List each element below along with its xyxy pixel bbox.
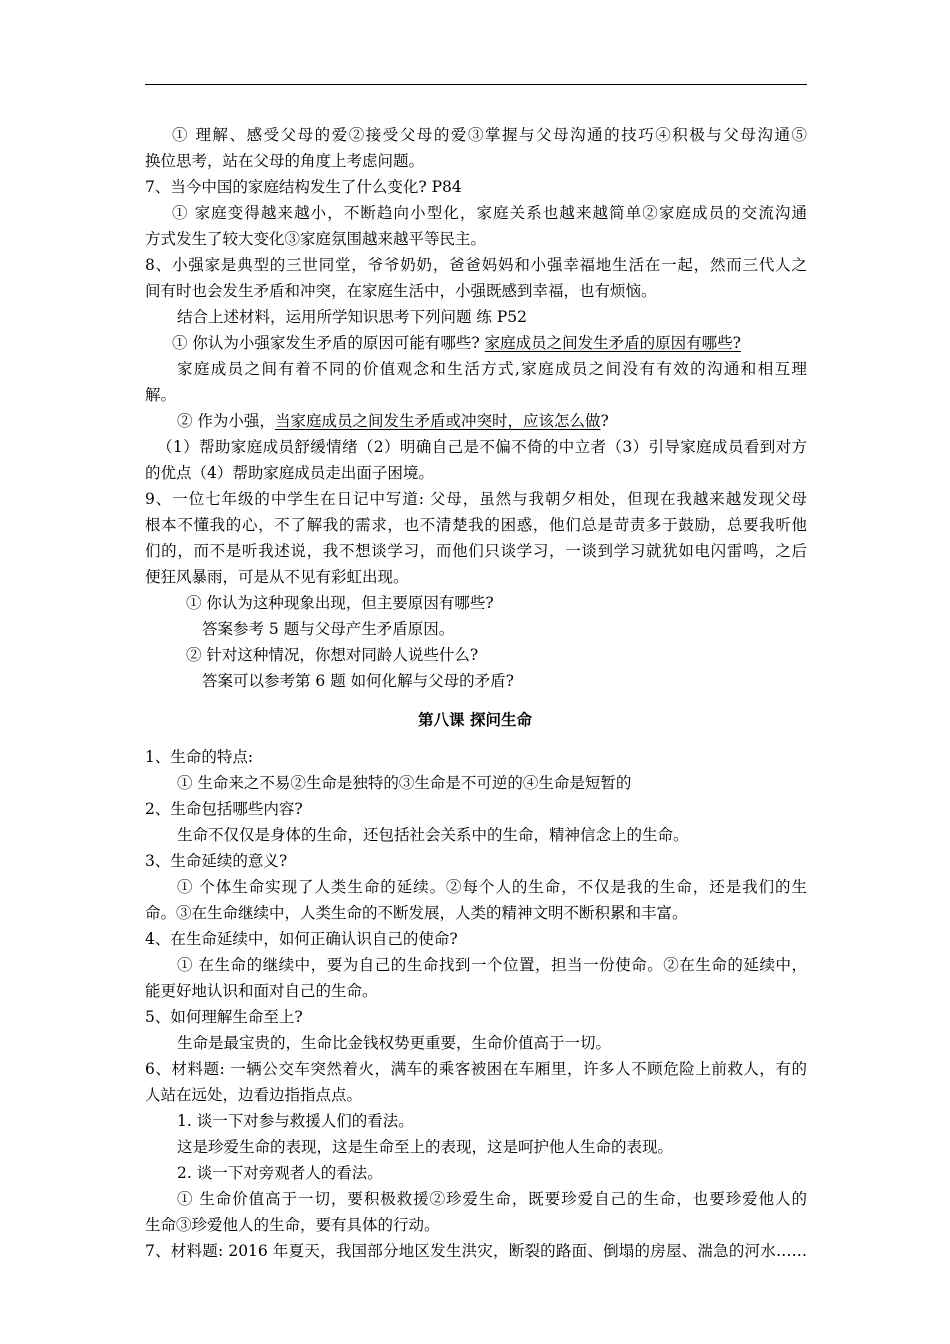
text-span: ① 你认为小强家发生矛盾的原因可能有哪些?: [172, 334, 485, 352]
text-line: 方式发生了较大变化③家庭氛围越来越平等民主。: [145, 230, 487, 248]
text-line: 的优点（4）帮助家庭成员走出面子困境。: [145, 464, 434, 482]
answer-line: 这是珍爱生命的表现，这是生命至上的表现，这是呵护他人生命的表现。: [177, 1138, 674, 1156]
answer-line: ① 个体生命实现了人类生命的延续。②每个人的生命，不仅是我的生命，还是我们的生: [177, 878, 807, 896]
text-line: 家庭成员之间有着不同的价值观念和生活方式,家庭成员之间没有有效的沟通和相互理: [177, 360, 807, 378]
question-8: 8、小强家是典型的三世同堂，爷爷奶奶，爸爸妈妈和小强幸福地生活在一起，然而三代人之: [145, 256, 807, 274]
text-line: 换位思考，站在父母的角度上考虑问题。: [145, 152, 425, 170]
answer-line: ① 生命价值高于一切，要积极救援②珍爱生命，既要珍爱自己的生命，也要珍爱他人的: [177, 1190, 807, 1208]
sub-question: ② 针对这种情况，你想对同龄人说些什么?: [186, 646, 479, 664]
text-span: ② 作为小强，: [177, 412, 275, 430]
text-line: 结合上述材料，运用所学知识思考下列问题 练 P52: [177, 308, 528, 326]
question-7: 7、当今中国的家庭结构发生了什么变化? P84: [145, 178, 462, 196]
question-3: 3、生命延续的意义?: [145, 852, 288, 870]
text-line: 命。③在生命继续中，人类生命的不断发展，人类的精神文明不断积累和丰富。: [145, 904, 688, 922]
answer-line: ① 生命来之不易②生命是独特的③生命是不可逆的④生命是短暂的: [177, 774, 632, 792]
underlined-text: 家庭成员之间发生矛盾的原因有哪些?: [484, 334, 741, 352]
text-line: 根本不懂我的心，不了解我的需求，也不清楚我的困惑，他们总是苛责多于鼓励，总要我听他: [145, 516, 807, 534]
answer-line: 答案参考 5 题与父母产生矛盾原因。: [202, 620, 455, 638]
question-6: 6、材料题: 一辆公交车突然着火，满车的乘客被困在车厢里，许多人不顾危险上前救人，有的: [145, 1060, 807, 1078]
text-line: 解。: [145, 386, 177, 404]
header-rule: [145, 84, 807, 85]
sub-question: 2. 谈一下对旁观者人的看法。: [177, 1164, 383, 1182]
question-5: 5、如何理解生命至上?: [145, 1008, 303, 1026]
text-line: 能更好地认识和面对自己的生命。: [145, 982, 378, 1000]
text-line: 人站在远处，边看边指指点点。: [145, 1086, 363, 1104]
question-9: 9、一位七年级的中学生在日记中写道: 父母，虽然与我朝夕相处，但现在我越来越发现父母: [145, 490, 807, 508]
answer-line: ① 在生命的继续中，要为自己的生命找到一个位置，担当一份使命。②在生命的延续中，: [177, 956, 807, 974]
sub-question: [177, 411, 609, 431]
answer-line: 答案可以参考第 6 题 如何化解与父母的矛盾?: [202, 672, 514, 690]
text-line: （1）帮助家庭成员舒缓情绪（2）明确自己是不偏不倚的中立者（3）引导家庭成员看到对方: [157, 438, 807, 456]
sub-question: 1. 谈一下对参与救援人们的看法。: [177, 1112, 414, 1130]
text-line: 生命③珍爱他人的生命，要有具体的行动。: [145, 1216, 440, 1234]
answer-line: 生命是最宝贵的，生命比金钱权势更重要，生命价值高于一切。: [177, 1034, 612, 1052]
text-line: 间有时也会发生矛盾和冲突，在家庭生活中，小强既感到幸福，也有烦恼。: [145, 282, 657, 300]
question-4: 4、在生命延续中，如何正确认识自己的使命?: [145, 930, 458, 948]
sub-question: [172, 333, 741, 353]
text-span: ?: [600, 412, 609, 430]
section-title: 第八课 探问生命: [418, 710, 532, 729]
text-line: ① 家庭变得越来越小，不断趋向小型化，家庭关系也越来越简单②家庭成员的交流沟通: [172, 204, 807, 222]
answer-line: 生命不仅仅是身体的生命，还包括社会关系中的生命，精神信念上的生命。: [177, 826, 689, 844]
question-7-material: 7、材料题: 2016 年夏天，我国部分地区发生洪灾，断裂的路面、倒塌的房屋、湍急的河水……: [145, 1242, 807, 1260]
underlined-text: 当家庭成员之间发生矛盾或冲突时，应该怎么做: [274, 412, 601, 430]
question-2: 2、生命包括哪些内容?: [145, 800, 303, 818]
question-1: 1、生命的特点:: [145, 748, 254, 766]
sub-question: ① 你认为这种现象出现，但主要原因有哪些?: [186, 594, 494, 612]
text-line: ① 理解、感受父母的爱②接受父母的爱③掌握与父母沟通的技巧④积极与父母沟通⑤: [172, 126, 807, 144]
text-line: 们的，而不是听我述说，我不想谈学习，而他们只谈学习，一谈到学习就犹如电闪雷鸣，之后: [145, 542, 807, 560]
text-line: 便狂风暴雨，可是从不见有彩虹出现。: [145, 568, 409, 586]
